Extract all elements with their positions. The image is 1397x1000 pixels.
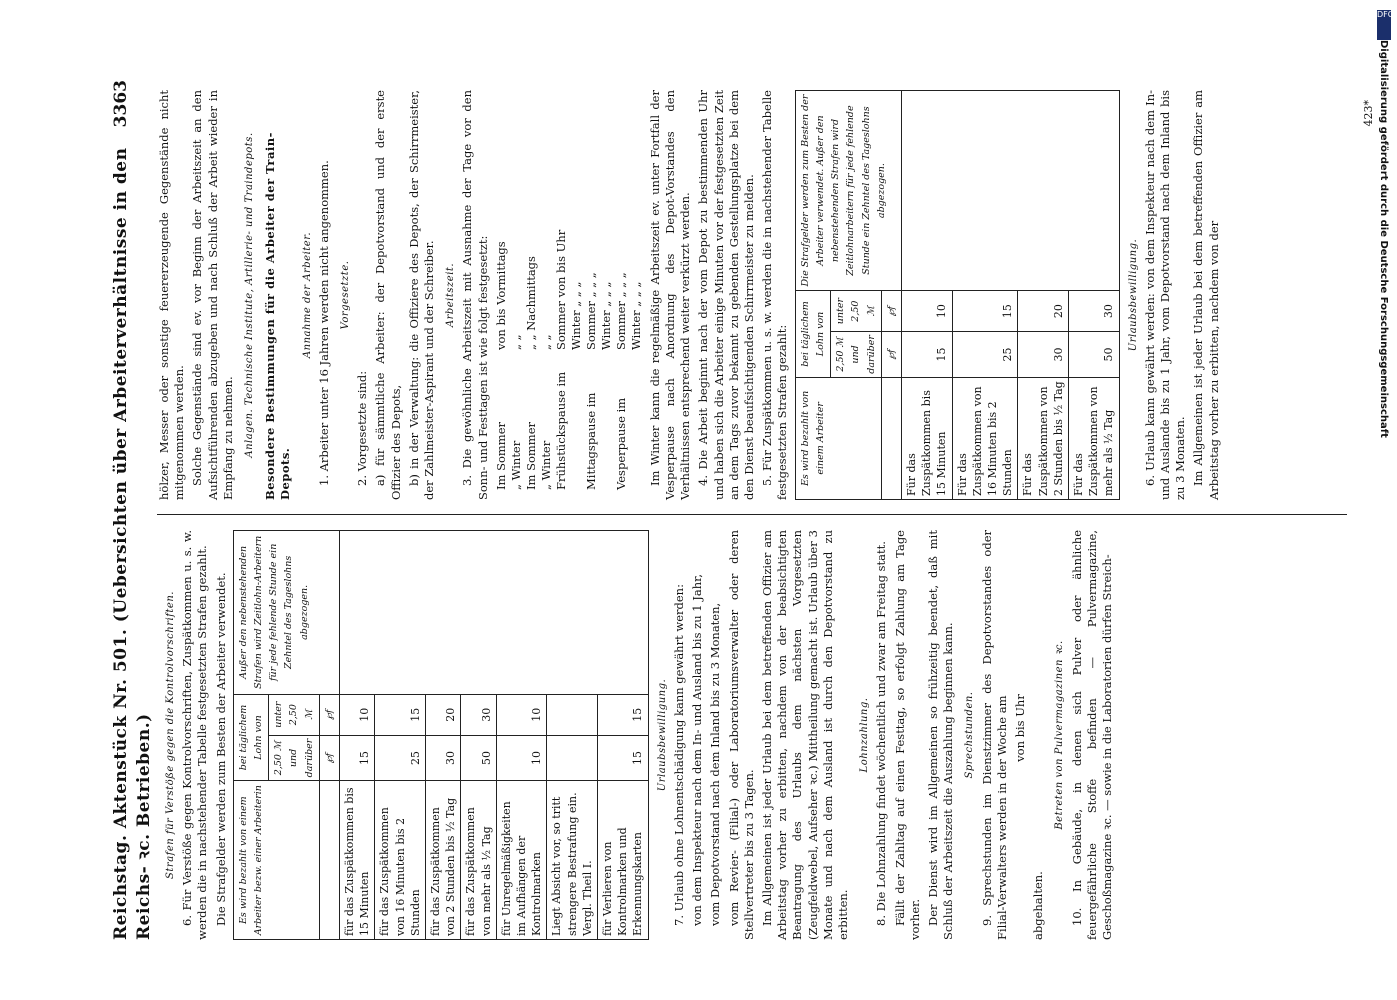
header-title: Reichstag. Aktenstück Nr. 501. (Uebersichten über Arbeiterverhältnisse in den Reichs- ꝛc. Betrieben.) [111, 147, 154, 940]
penalty-table-left [233, 530, 649, 940]
hours-text: von bis Vormittags [493, 241, 508, 350]
paragraph: Der Dienst wird im Allgemeinen so frühzeitig beendet, daß mit Schluß der Arbeitszeit die Auszahlung beginnen kann. [925, 530, 956, 940]
column-divider [157, 514, 1347, 515]
table-header: 2,50 ℳ und darüber [269, 735, 320, 781]
rotated-page [105, 80, 1385, 940]
row-label: Für das Zuspätkommen von mehr als ½ Tag [1068, 377, 1119, 499]
paragraph: Im Winter kann die regelmäßige Arbeitszeit ev. unter Fortfall der Vesperpause nach Anordnung des Depot-Vorstandes den Verhältnissen entsprechend weiter verkürzt werden. [647, 90, 693, 500]
table-header: Es wird bezahlt von einem Arbeiter [795, 377, 881, 499]
paragraph: von bis Uhr [1012, 694, 1027, 762]
value-cell: 30 [1018, 332, 1069, 378]
value-cell: 10 [901, 291, 952, 332]
paragraph: Im Allgemeinen ist jeder Urlaub bei dem betreffenden Offizier am Arbeitstag vorher zu erbitten, nachdem von der beabsichtigten Beantragung des Urlaubs dem nächsten Vorgesetzten (Zeugfeldwebel, Aufseher ꝛc.) Mittheilung gemacht ist. Urlaub über 3 Monate und nach dem Ausland ist durch den Depotvorstand zu erbitten. [759, 530, 850, 940]
value-cell: 10 [496, 694, 547, 735]
table-row [901, 91, 952, 500]
value-cell: 15 [375, 694, 426, 735]
section-heading: Sprechstunden. [964, 691, 976, 779]
hours-text: „ „ Nachmittags [523, 256, 538, 350]
row-label: Für das Zuspätkommen von 16 Minuten bis 2 Stunden [952, 377, 1018, 499]
hours-text: Winter „ „ „ [628, 281, 643, 350]
hours-text: Vesperpause im [613, 397, 628, 490]
paragraph: 6. Für Verstöße gegen Kontrolvorschriften, Zuspätkommen u. s. w. werden die in nachstehender Tabelle festgesetzten Strafen gezahlt. [180, 530, 210, 940]
table-header: bei täglichem Lohn von [795, 291, 830, 378]
table-header: 2,50 ℳ und darüber [831, 332, 882, 378]
hours-text: Winter „ „ „ [598, 281, 613, 350]
hours-row [494, 90, 509, 490]
hours-row [629, 90, 644, 490]
unit-label: ℘f [881, 291, 901, 332]
row-label: für das Zuspätkommen bis 15 Minuten [340, 781, 375, 940]
value-cell: 50 [1068, 332, 1119, 378]
value-cell: 50 [461, 735, 496, 781]
paragraph: b) in der Verwaltung: die Offiziere des Depots, der Schirrmeister, der Zahlmeister-Aspirant und der Schreiber. [406, 90, 437, 500]
table-note: Außer den nebenstehenden Strafen wird Zeitlohn-Arbeitern für jede fehlende Stunde ein Zehntel des Tageslohns abgezogen. [233, 531, 339, 695]
unit-label: ℘f [319, 694, 339, 735]
value-cell: 30 [1068, 291, 1119, 332]
paragraph: Die Strafgelder werden zum Besten der Arbeiter verwendet. [213, 572, 228, 926]
hours-row [614, 90, 629, 490]
row-label: für das Zuspätkommen von mehr als ½ Tag [461, 781, 496, 940]
dfg-sidebar [1377, 10, 1394, 940]
paragraph: Solche Gegenstände sind ev. vor Beginn der Arbeitszeit an den Aufsichtführenden abzugeben und nach Schluß der Arbeit wieder in Empfang zu nehmen. [190, 90, 235, 500]
page-header [105, 80, 154, 940]
hours-text: Sommer von bis Uhr [553, 229, 568, 350]
value-cell: 15 [901, 332, 952, 378]
right-column [157, 90, 1225, 500]
paragraph: 10. In Gebäude, in denen sich Pulver oder ähnliche feuergefährliche Stoffe befinden — Pulvermagazine, Geschoßmagazine ꝛc. — sowie in die Laboratorien dürfen Streich- [1069, 530, 1114, 940]
row-label: Für das Zuspätkommen bis 15 Minuten [901, 377, 952, 499]
paragraph: 7. Urlaub ohne Lohnentschädigung kann gewährt werden: [671, 584, 686, 926]
penalty-table-right [795, 90, 1120, 500]
hours-text: Mittagspause im [583, 392, 598, 490]
section-heading: Anlagen. Technische Institute, Artillerie- und Traindepots. [244, 132, 256, 458]
dfg-logo: DFG [1377, 10, 1391, 40]
paragraph: 4. Die Arbeit beginnt nach der vom Depot zu bestimmenden Uhr und haben sich die Arbeiter einige Minuten vor der festgesetzten Zeit an dem Tags zuvor bekannt zu gebenden Gestellungsplatze bei dem den Dienst beaufsichtigenden Schirrmeister zu melden. [696, 90, 757, 500]
section-heading: Strafen für Verstöße gegen die Kontrolvorschriften. [165, 591, 176, 879]
row-label: für Unregelmäßigkeiten im Aufhängen der Kontrolmarken [496, 781, 547, 940]
paragraph: 2. Vorgesetzte sind: [355, 370, 370, 486]
hours-text: „ „ [538, 334, 553, 350]
value-cell: 15 [598, 694, 649, 735]
unit-label: ℘f [319, 735, 339, 781]
section-title: Besondere Bestimmungen für die Arbeiter der Train-Depots. [263, 132, 293, 500]
hours-text [569, 360, 584, 490]
paragraph: 6. Urlaub kann gewährt werden: von dem Inspekteur nach dem In- und Auslande bis zu 1 Jahr, vom Depotvorstand nach dem Inland bis zu 3 Monaten. [1142, 90, 1188, 500]
value-cell: 20 [1018, 291, 1069, 332]
table-header: unter 2,50 ℳ [269, 694, 320, 735]
value-cell: 20 [426, 694, 461, 735]
hours-row [524, 90, 539, 490]
hours-row [554, 90, 569, 490]
value-cell: 30 [461, 694, 496, 735]
hours-text: Winter „ „ „ [568, 281, 583, 350]
value-cell: 30 [426, 735, 461, 781]
hours-row [599, 90, 614, 490]
hours-text: „ „ [508, 334, 523, 350]
paragraph: vom Revier- (Filial-) oder Laboratoriumsverwalter oder deren Stellvertreter bis zu 3 Tagen. [726, 530, 756, 940]
unit-label: ℘f [881, 332, 901, 378]
table-row [340, 531, 375, 940]
row-label: Für das Zuspätkommen von 2 Stunden bis ½ Tag [1018, 377, 1069, 499]
value-cell: 25 [375, 735, 426, 781]
row-label: Liegt Absicht vor, so tritt strengere Bestrafung ein. Vergl. Theil I. [547, 781, 598, 940]
paragraph: Fällt der Zahltag auf einen Festtag, so erfolgt Zahlung am Tage vorher. [892, 530, 922, 940]
section-heading: Annahme der Arbeiter. [301, 231, 313, 359]
table-header: Es wird bezahlt von einem Arbeiter bezw. einer Arbeiterin [233, 781, 319, 940]
left-column [157, 530, 1118, 940]
value-cell: 10 [340, 694, 375, 735]
paragraph: Im Allgemeinen ist jeder Urlaub bei dem betreffenden Offizier am Arbeitstag vorher zu erbitten, nachdem von der [1191, 90, 1221, 500]
paragraph: vom Depotvorstand nach dem Inland bis zu 3 Monaten, [708, 602, 723, 926]
value-cell: 10 [496, 735, 547, 781]
paragraph: 8. Die Lohnzahlung findet wöchentlich und zwar am Freitag statt. [874, 541, 889, 926]
value-cell: 15 [340, 735, 375, 781]
value-cell: 15 [952, 291, 1018, 332]
section-heading: Urlaubsbewilligung. [656, 678, 668, 792]
row-label: für das Zuspätkommen von 16 Minuten bis 2 Stunden [375, 781, 426, 940]
hours-text: Sommer „ „ „ [583, 272, 598, 350]
table-header: unter 2,50 ℳ [831, 291, 882, 332]
value-cell [547, 694, 598, 735]
hours-row [584, 90, 599, 490]
paragraph: 9. Sprechstunden im Dienstzimmer des Depotvorstandes oder Filial-Verwalters werden in der Woche am [979, 530, 1009, 940]
page-footer: 423* [1362, 100, 1375, 127]
section-heading: Betreten von Pulvermagazinen ꝛc. [1054, 640, 1066, 830]
section-heading: Arbeitszeit. [445, 262, 457, 328]
paragraph: 3. Die gewöhnliche Arbeitszeit mit Ausnahme der Tage vor den Sonn- und Festtagen ist wie folgt festgesetzt: [460, 90, 490, 500]
section-heading: Urlaubsbewilligung. [1127, 238, 1139, 352]
table-header: bei täglichem Lohn von [233, 694, 268, 781]
section-heading: Lohnzahlung. [859, 697, 871, 773]
hours-row [539, 90, 554, 490]
hours-row [569, 90, 584, 490]
row-label: für das Zuspätkommen von 2 Stunden bis ½ Tag [426, 781, 461, 940]
value-cell: 15 [598, 735, 649, 781]
value-cell [547, 735, 598, 781]
hours-text: Sommer „ „ „ [613, 272, 628, 350]
hours-list [494, 90, 644, 490]
row-label: für Verlieren von Kontrolmarken und Erkennungskarten [598, 781, 649, 940]
digitization-note: Digitalisierung gefördert durch die Deutsche Forschungsgemeinschaft [1378, 40, 1389, 438]
paragraph: 1. Arbeiter unter 16 Jahren werden nicht angenommen. [316, 160, 331, 486]
paragraph: 5. Für Zuspätkommen u. s. w. werden die in nachstehender Tabelle festgesetzten Strafen gezahlt: [760, 90, 790, 500]
paragraph: a) für sämmtliche Arbeiter: der Depotvorstand und der erste Offizier des Depots, [373, 90, 403, 500]
paragraph: von dem Inspekteur nach dem In- und Ausland bis zu 1 Jahr, [690, 573, 705, 926]
hours-text: „ Winter [538, 440, 553, 490]
hours-text: „ Winter [508, 440, 523, 490]
page-number: 3363 [111, 80, 131, 128]
value-cell: 25 [952, 332, 1018, 378]
hours-text: Im Sommer [493, 421, 508, 490]
paragraph: abgehalten. [1031, 871, 1046, 940]
hours-row [509, 90, 524, 490]
table-note: Die Strafgelder werden zum Besten der Arbeiter verwendet. Außer den nebenstehenden Strafen wird Zeitlohnarbeitern für jede fehlende Stunde ein Zehntel des Tageslohns abgezogen. [795, 91, 901, 291]
hours-text [599, 360, 614, 490]
hours-text: Frühstückspause im [553, 371, 568, 490]
hours-text [629, 360, 644, 490]
paragraph: hölzer, Messer oder sonstige feuererzeugende Gegenstände nicht mitgenommen werden. [157, 90, 187, 500]
hours-text: Im Sommer [523, 421, 538, 490]
section-heading: Vorgesetzte. [340, 260, 352, 330]
